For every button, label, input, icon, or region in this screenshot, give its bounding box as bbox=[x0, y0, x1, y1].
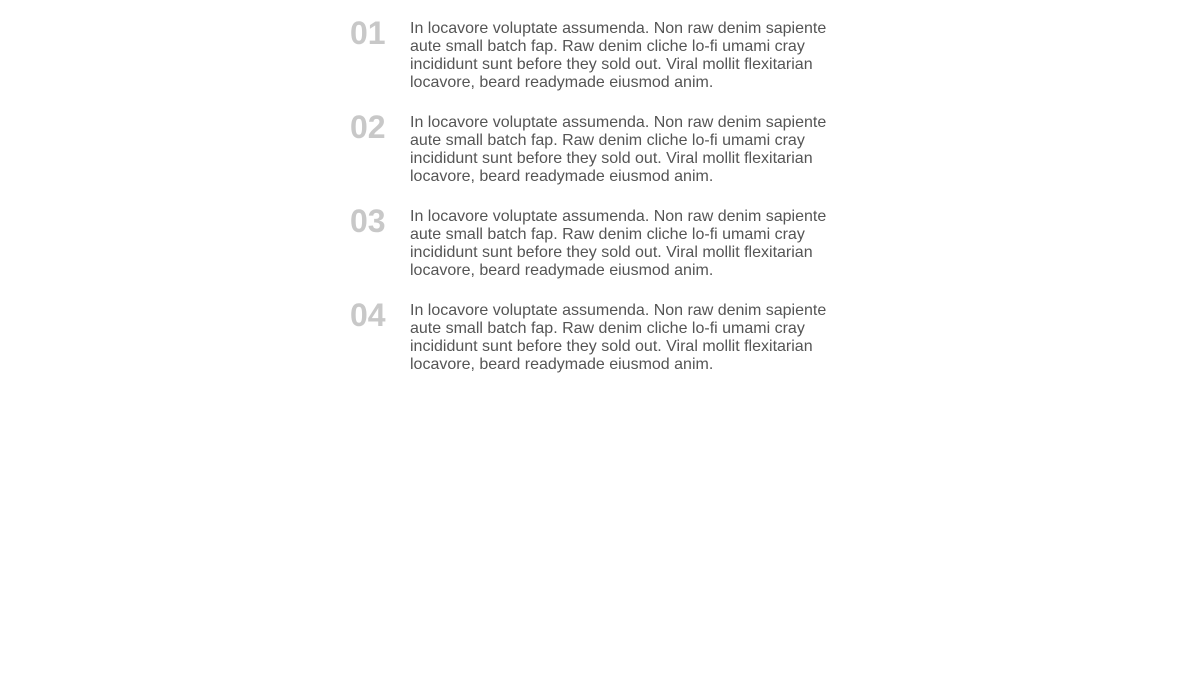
list-item bbox=[350, 203, 840, 280]
item-text: In locavore voluptate assumenda. Non raw denim sapiente aute small batch fap. Raw denim cliche lo-fi umami cray incididunt sunt before they sold out. Viral mollit flexitarian locavore, beard readymade eiusmod anim. bbox=[410, 20, 827, 91]
item-text: In locavore voluptate assumenda. Non raw denim sapiente aute small batch fap. Raw denim cliche lo-fi umami cray incididunt sunt before they sold out. Viral mollit flexitarian locavore, beard readymade eiusmod anim. bbox=[410, 114, 827, 185]
item-number: 03 bbox=[350, 203, 386, 239]
item-text: In locavore voluptate assumenda. Non raw denim sapiente aute small batch fap. Raw denim cliche lo-fi umami cray incididunt sunt before they sold out. Viral mollit flexitarian locavore, beard readymade eiusmod anim. bbox=[410, 302, 827, 373]
list-item bbox=[350, 15, 840, 92]
item-number: 01 bbox=[350, 15, 386, 51]
list-item bbox=[350, 109, 840, 186]
item-number: 04 bbox=[350, 297, 386, 333]
item-text: In locavore voluptate assumenda. Non raw denim sapiente aute small batch fap. Raw denim cliche lo-fi umami cray incididunt sunt before they sold out. Viral mollit flexitarian locavore, beard readymade eiusmod anim. bbox=[410, 208, 827, 279]
numbered-list bbox=[350, 15, 840, 394]
item-number: 02 bbox=[350, 109, 386, 145]
list-item bbox=[350, 297, 840, 374]
